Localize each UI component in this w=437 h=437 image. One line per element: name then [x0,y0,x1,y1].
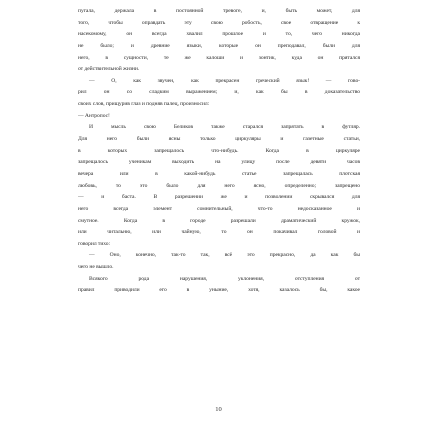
text-line: в которых запрещалось что-нибудь. Когда в циркуляре [78,147,360,154]
text-line: Для него были ясны только циркуляры и газетные статьи, [78,136,360,143]
text-line: Всякого рода нарушения, уклонения, отступления от [89,275,360,282]
body-text [78,6,360,297]
text-line: запрещалось ученикам выходить на улицу после девяти часов [78,159,360,166]
text-line: смутное. Когда в городе разрешали драматический кружок, [78,217,360,224]
text-line: — Антропос! [78,112,110,119]
text-line: не было; и древние языки, которые он преподавал, были для [78,42,360,49]
text-line: пугала, держала в постоянной тревоге, и, быть может, для [78,8,360,14]
text-line: любовь, то это было для него ясно, определенно; запрещено [78,182,360,189]
text-line: своих слов, прищурив глаз и подняв палец, произносил: [78,101,210,108]
text-line: говорил тихо: [78,240,111,247]
text-line: него, в сущности, те же калоши и зонтик, куда он прятался [78,54,360,61]
text-line: чего не вышло. [78,264,114,271]
text-line: — О, как звучен, как прекрасен греческий язык! — гово- [89,77,360,84]
text-line: от действительной жизни. [78,66,140,73]
text-line: правил приводили его в уныние, хотя, казалось бы, какое [78,287,360,294]
text-line: — Оно, конечно, так-то так, всё это прекрасно, да как бы [89,252,360,259]
text-line: или читальню, или чайную, то он покачивал головой и [78,229,360,236]
text-line: И мысль свою Беликов также старался запрятать в футляр. [89,124,360,131]
text-line: вечера или в какой-нибудь статье запрещалась плотская [78,170,360,177]
text-line: того, чтобы оправдать эту свою робость, свое отвращение к [78,19,360,26]
text-line: рил он со сладким выражением; и, как бы в доказательство [78,89,360,96]
page-number: 10 [215,406,222,413]
text-line: него всегда элемент сомнительный, что-то недосказанное и [78,205,360,212]
text-line: насекомому, он всегда хвалил прошлое и то, чего никогда [78,31,360,38]
text-line: — и баста. В разрешении же и позволении скрывался для [78,194,360,201]
